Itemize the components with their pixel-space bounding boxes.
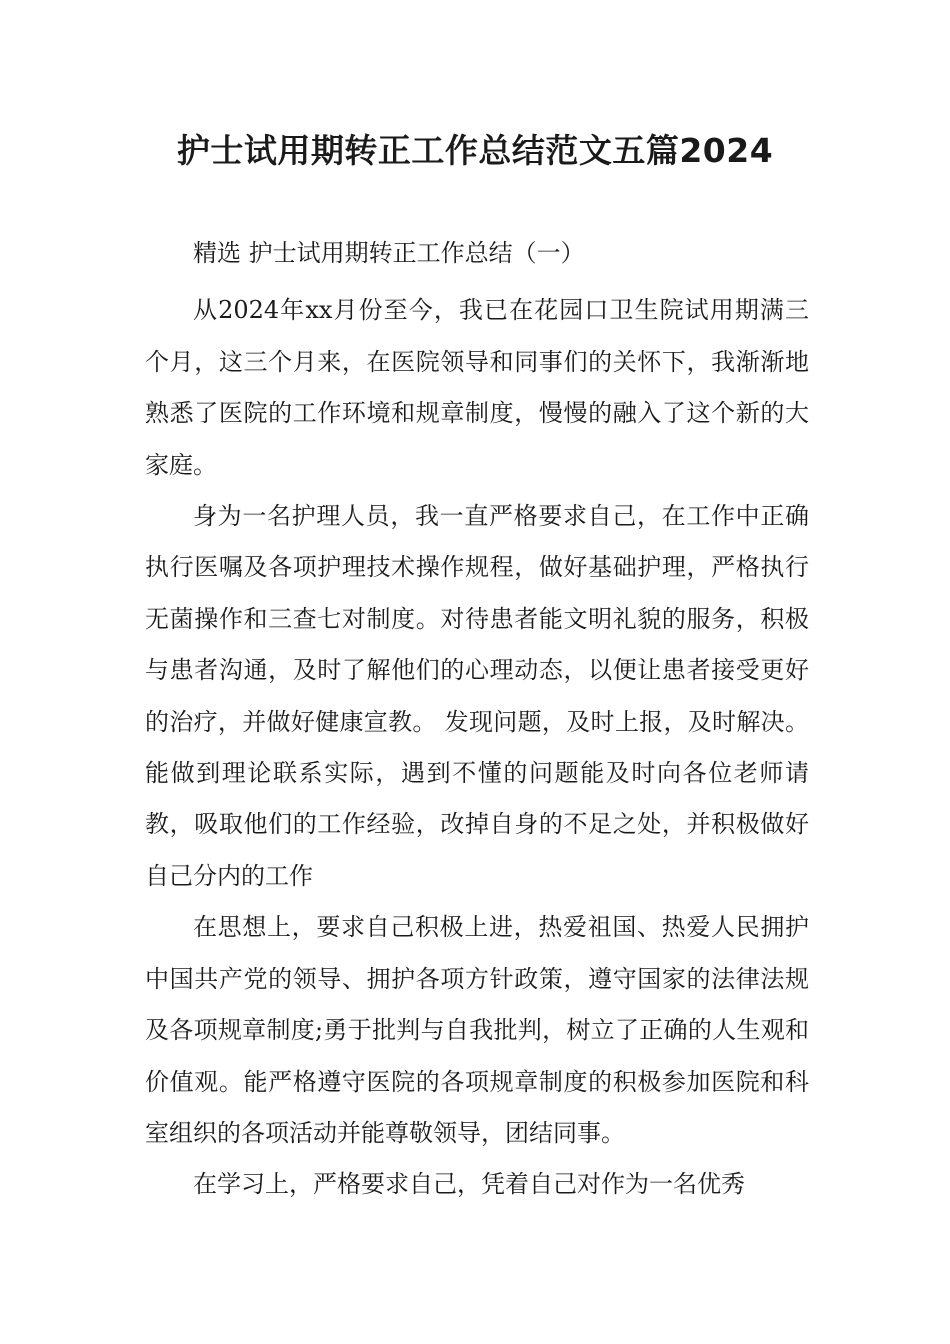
document-body	[145, 228, 809, 1211]
paragraph-2: 身为一名护理人员，我一直严格要求自己，在工作中正确执行医嘱及各项护理技术操作规程，做好基础护理，严格执行无菌操作和三查七对制度。对待患者能文明礼貌的服务，积极与患者沟通，及时了解他们的心理动态，以便让患者接受更好的治疗，并做好健康宣教。 发现问题，及时上报，及时解决。能做到理论联系实际，遇到不懂的问题能及时向各位老师请教，吸取他们的工作经验，改掉自身的不足之处，并积极做好自己分内的工作	[145, 502, 809, 890]
document-title: 护士试用期转正工作总结范文五篇2024	[176, 131, 774, 170]
paragraph-1: 从2024年xx月份至今，我已在花园口卫生院试用期满三个月，这三个月来，在医院领导和同事们的关怀下，我渐渐地熟悉了医院的工作环境和规章制度，慢慢的融入了这个新的大家庭。	[145, 296, 809, 479]
section-subheading: 精选 护士试用期转正工作总结（一）	[193, 239, 585, 267]
paragraph-4: 在学习上，严格要求自己，凭着自己对作为一名优秀	[193, 1170, 745, 1199]
paragraph-3: 在思想上，要求自己积极上进，热爱祖国、热爱人民拥护中国共产党的领导、拥护各项方针政策，遵守国家的法律法规及各项规章制度;勇于批判与自我批判，树立了正确的人生观和价值观。能严格遵守医院的各项规章制度的积极参加医院和科室组织的各项活动并能尊敬领导，团结同事。	[145, 913, 809, 1147]
